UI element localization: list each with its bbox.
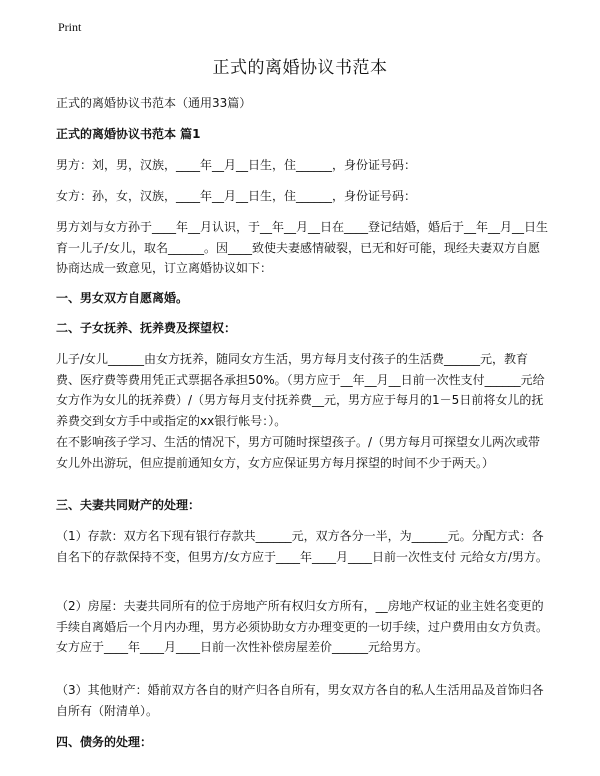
clause-4-heading: 四、债务的处理： (56, 735, 153, 749)
woman-info: 女方：孙，女，汉族，____年__月__日生，住______，身份证号码： (56, 189, 417, 203)
visitation-paragraph: 在不影响孩子学习、生活的情况下，男方可随时探望孩子。/（男方每月可探望女儿两次或带女儿外出游玩，但应提前通知女方，女方应保证男方每月探望的时间不少于两天。） (56, 435, 541, 470)
print-link[interactable]: Print (58, 20, 82, 34)
subtitle: 正式的离婚协议书范本（通用33篇） (56, 96, 252, 110)
other-property-paragraph: （3）其他财产：婚前双方各自的财产归各自所有，男女双方各自的私人生活用品及首饰归各自所有（附清单）。 (56, 683, 544, 718)
clause-1-heading: 一、男女双方自愿离婚。 (56, 291, 189, 305)
section-heading: 正式的离婚协议书范本 篇1 (56, 127, 201, 141)
house-paragraph: （2）房屋：夫妻共同所有的位于房地产所有权归女方所有，__房地产权证的业主姓名变更的手续自离婚后一个月内办理，男方必须协助女方办理变更的一切手续，过户费用由女方负责。女方应于____年____月____日前一次性补偿房屋差价______元给男方。 (56, 599, 549, 654)
man-info: 男方：刘，男，汉族，____年__月__日生，住______，身份证号码： (56, 158, 417, 172)
document-title: 正式的离婚协议书范本 (212, 58, 388, 78)
child-support-paragraph: 儿子/女儿______由女方抚养，随同女方生活，男方每月支付孩子的生活费______元，教育费、医疗费等费用凭正式票据各承担50%。（男方应于__年__月__日前一次性支付______元给女方作为女儿的抚养费）/（男方每月支付抚养费__元，男方应于每月的1－5日前将女儿的抚养费交到女方手中或指定的xx银行帐号：）。 (56, 352, 545, 428)
intro-paragraph: 男方刘与女方孙于____年__月认识，于__年__月__日在____登记结婚，婚后于__年__月__日生育一儿子/女儿，取名______。因____致使夫妻感情破裂，已无和好可能，现经夫妻双方自愿协商达成一致意见，订立离婚协议如下： (56, 220, 549, 275)
clause-2-heading: 二、子女抚养、抚养费及探望权： (56, 321, 237, 335)
clause-3-heading: 三、夫妻共同财产的处理： (56, 498, 201, 512)
deposit-paragraph: （1）存款：双方名下现有银行存款共______元，双方各分一半，为______元。分配方式：各自名下的存款保持不变，但男方/女方应于____年____月____日前一次性支付 元给女方/男方。 (56, 529, 548, 564)
